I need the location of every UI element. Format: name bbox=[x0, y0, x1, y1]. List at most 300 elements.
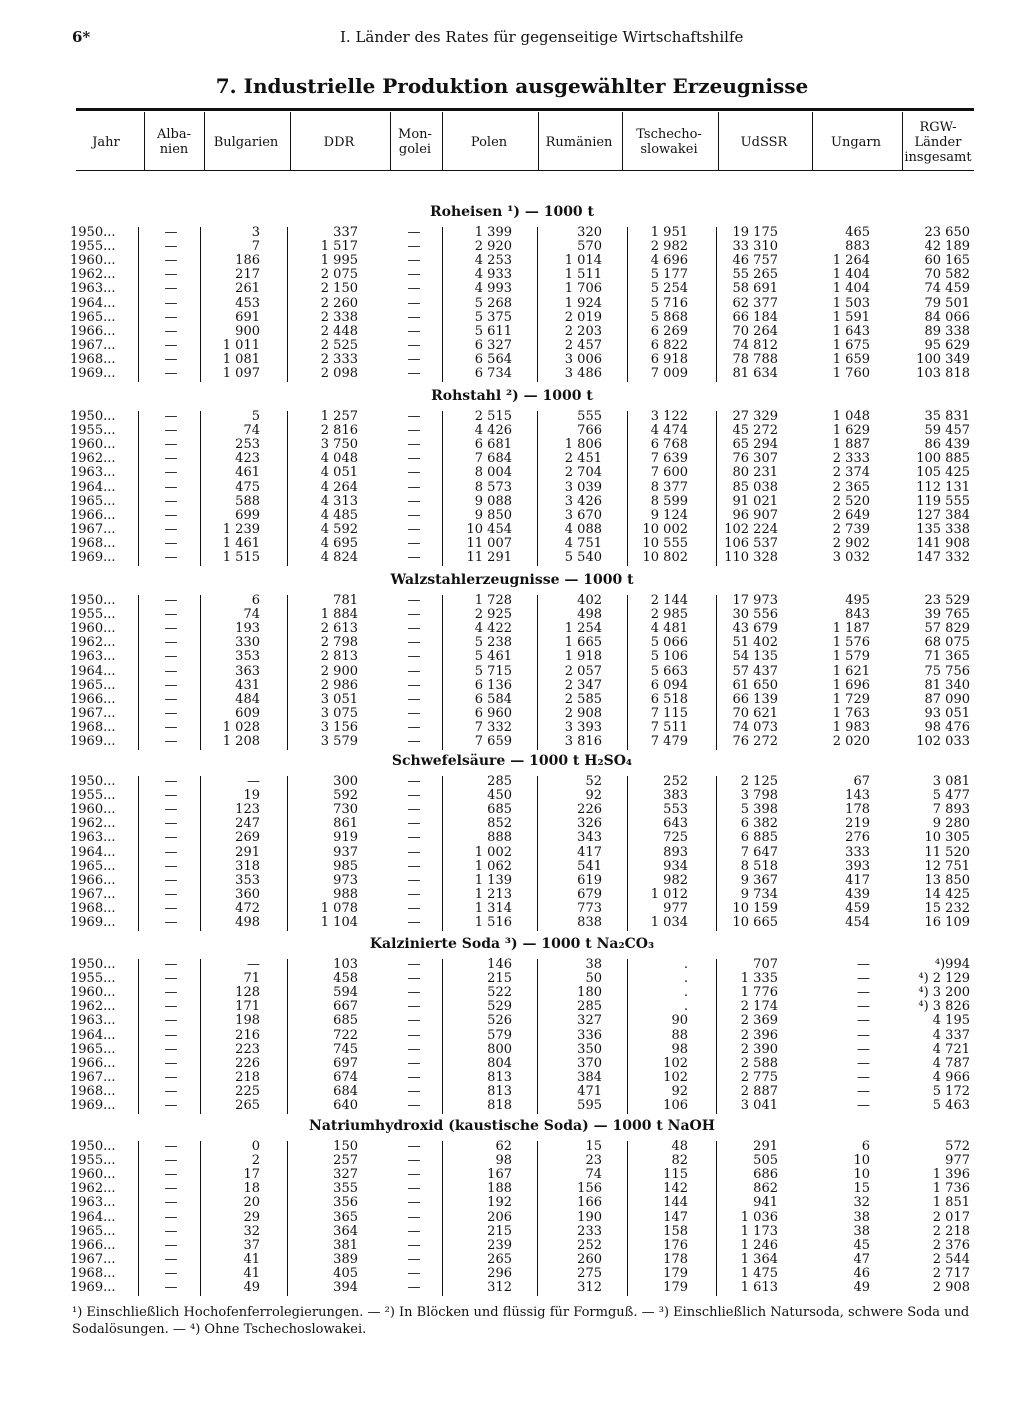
value-cell: 364 bbox=[333, 1223, 358, 1239]
value-cell: 71 365 bbox=[924, 649, 970, 665]
value-cell: 572 bbox=[945, 1139, 970, 1154]
value-cell: 11 291 bbox=[466, 550, 512, 565]
value-cell: 38 bbox=[853, 1223, 870, 1239]
value-cell: — bbox=[164, 1265, 178, 1281]
value-cell: ⁴) 3 200 bbox=[918, 985, 970, 1001]
column-divider bbox=[200, 595, 201, 750]
table-row bbox=[0, 297, 1024, 311]
value-cell: 269 bbox=[235, 830, 260, 846]
value-cell: 252 bbox=[577, 1237, 602, 1253]
value-cell: 74 073 bbox=[732, 719, 778, 735]
value-cell: 7 bbox=[251, 239, 260, 255]
value-cell: 2 920 bbox=[474, 239, 512, 255]
value-cell: — bbox=[407, 593, 421, 608]
value-cell: 1 760 bbox=[832, 366, 870, 381]
value-cell: 66 139 bbox=[732, 691, 778, 707]
year-cell: 1963... bbox=[70, 830, 116, 846]
value-cell: 186 bbox=[235, 253, 260, 269]
value-cell: — bbox=[407, 1237, 421, 1253]
value-cell: 6 584 bbox=[474, 691, 512, 707]
value-cell: 147 332 bbox=[916, 550, 970, 565]
value-cell: 253 bbox=[235, 437, 260, 453]
value-cell: 3 bbox=[251, 225, 260, 240]
value-cell: 893 bbox=[663, 844, 688, 860]
value-cell: 81 634 bbox=[732, 366, 778, 381]
year-cell: 1950... bbox=[70, 593, 116, 608]
value-cell: 2 150 bbox=[320, 281, 358, 297]
value-cell: 188 bbox=[487, 1181, 512, 1197]
value-cell: — bbox=[407, 1098, 421, 1113]
value-cell: 1 884 bbox=[320, 607, 358, 623]
value-cell: 39 765 bbox=[924, 607, 970, 623]
value-cell: 2 144 bbox=[650, 593, 688, 608]
value-cell: 90 bbox=[671, 1013, 688, 1029]
year-cell: 1964... bbox=[70, 844, 116, 860]
value-cell: 4 051 bbox=[320, 465, 358, 481]
table-row bbox=[0, 353, 1024, 367]
value-cell: 4 195 bbox=[932, 1013, 970, 1029]
column-divider bbox=[716, 776, 717, 931]
table-row bbox=[0, 707, 1024, 721]
value-cell: 166 bbox=[577, 1195, 602, 1211]
value-cell: — bbox=[407, 872, 421, 888]
value-cell: 4 481 bbox=[650, 621, 688, 637]
value-cell: 45 272 bbox=[732, 423, 778, 439]
table-row bbox=[0, 721, 1024, 735]
value-cell: 439 bbox=[845, 886, 870, 902]
value-cell: 5 238 bbox=[474, 635, 512, 651]
value-cell: 0 bbox=[251, 1139, 260, 1154]
value-cell: 2 739 bbox=[832, 521, 870, 537]
value-cell: 4 696 bbox=[650, 253, 688, 269]
value-cell: 70 582 bbox=[924, 267, 970, 283]
column-divider bbox=[442, 411, 443, 566]
value-cell: 937 bbox=[333, 844, 358, 860]
value-cell: 3 750 bbox=[320, 437, 358, 453]
value-cell: 1 516 bbox=[474, 915, 512, 930]
value-cell: 3 032 bbox=[832, 550, 870, 565]
value-cell: 674 bbox=[333, 1069, 358, 1085]
value-cell: 4 337 bbox=[932, 1027, 970, 1043]
value-cell: — bbox=[164, 830, 178, 846]
column-header-0: Jahr bbox=[92, 134, 120, 150]
value-cell: — bbox=[407, 957, 421, 972]
year-cell: 1969... bbox=[70, 1280, 116, 1295]
value-cell: — bbox=[407, 423, 421, 439]
value-cell: 1 014 bbox=[564, 253, 602, 269]
value-cell: 353 bbox=[235, 649, 260, 665]
value-cell: 465 bbox=[845, 225, 870, 240]
value-cell: 5 172 bbox=[932, 1083, 970, 1099]
header-divider bbox=[390, 112, 391, 170]
value-cell: 223 bbox=[235, 1041, 260, 1057]
value-cell: 838 bbox=[577, 915, 602, 930]
value-cell: 80 231 bbox=[732, 465, 778, 481]
table-row bbox=[0, 481, 1024, 495]
value-cell: 595 bbox=[577, 1098, 602, 1113]
value-cell: 3 051 bbox=[320, 691, 358, 707]
value-cell: — bbox=[857, 1069, 870, 1085]
value-cell: 98 bbox=[495, 1153, 512, 1169]
value-cell: — bbox=[164, 451, 178, 467]
value-cell: 285 bbox=[487, 774, 512, 789]
table-row bbox=[0, 1196, 1024, 1210]
value-cell: 192 bbox=[487, 1195, 512, 1211]
value-cell: 365 bbox=[333, 1209, 358, 1225]
value-cell: 699 bbox=[235, 507, 260, 523]
value-cell: 475 bbox=[235, 479, 260, 495]
value-cell: 2 457 bbox=[564, 337, 602, 353]
column-divider bbox=[287, 959, 288, 1114]
value-cell: — bbox=[164, 337, 178, 353]
value-cell: 52 bbox=[585, 774, 602, 789]
table-row bbox=[0, 693, 1024, 707]
table-row bbox=[0, 735, 1024, 749]
table-row bbox=[0, 1014, 1024, 1028]
value-cell: — bbox=[407, 253, 421, 269]
value-cell: 76 307 bbox=[732, 451, 778, 467]
value-cell: 2 813 bbox=[320, 649, 358, 665]
value-cell: 326 bbox=[577, 816, 602, 832]
value-cell: 98 476 bbox=[924, 719, 970, 735]
value-cell: ⁴) 2 129 bbox=[918, 971, 970, 987]
value-cell: — bbox=[164, 1041, 178, 1057]
value-cell: — bbox=[407, 366, 421, 381]
value-cell: 7 115 bbox=[650, 705, 688, 721]
value-cell: 17 973 bbox=[732, 593, 778, 608]
value-cell: — bbox=[164, 816, 178, 832]
value-cell: 2 585 bbox=[564, 691, 602, 707]
value-cell: 1 097 bbox=[222, 366, 260, 381]
value-cell: 6 960 bbox=[474, 705, 512, 721]
table-row bbox=[0, 902, 1024, 916]
value-cell: 252 bbox=[663, 774, 688, 789]
value-cell: 57 437 bbox=[732, 663, 778, 679]
value-cell: 46 bbox=[853, 1265, 870, 1281]
value-cell: — bbox=[164, 677, 178, 693]
footnote: ¹) Einschließlich Hochofenferrolegierungen. — ²) In Blöcken und flüssig für Formguß. — ³) Einschließlich Natursoda, schwere Soda und Sodalösungen. — ⁴) Ohne Tschechoslowakei. bbox=[72, 1305, 970, 1337]
value-cell: 5 477 bbox=[932, 788, 970, 804]
value-cell: — bbox=[407, 915, 421, 930]
value-cell: 2 704 bbox=[564, 465, 602, 481]
value-cell: 215 bbox=[487, 971, 512, 987]
value-cell: 9 124 bbox=[650, 507, 688, 523]
value-cell: 1 776 bbox=[740, 985, 778, 1001]
value-cell: 219 bbox=[845, 816, 870, 832]
column-header-2: Bulgarien bbox=[213, 134, 279, 150]
value-cell: 686 bbox=[753, 1167, 778, 1183]
value-cell: — bbox=[164, 225, 178, 240]
value-cell: 5 611 bbox=[474, 323, 512, 339]
header-divider bbox=[622, 112, 623, 170]
column-divider bbox=[716, 959, 717, 1114]
value-cell: — bbox=[407, 1139, 421, 1154]
value-cell: 6 564 bbox=[474, 351, 512, 367]
value-cell: 2 515 bbox=[474, 409, 512, 424]
year-cell: 1964... bbox=[70, 479, 116, 495]
value-cell: — bbox=[407, 621, 421, 637]
value-cell: 96 907 bbox=[732, 507, 778, 523]
value-cell: 337 bbox=[333, 225, 358, 240]
value-cell: 389 bbox=[333, 1251, 358, 1267]
column-divider bbox=[537, 227, 538, 382]
value-cell: — bbox=[164, 351, 178, 367]
value-cell: 15 bbox=[853, 1181, 870, 1197]
value-cell: 725 bbox=[663, 830, 688, 846]
table-row bbox=[0, 679, 1024, 693]
value-cell: 2 649 bbox=[832, 507, 870, 523]
value-cell: 684 bbox=[333, 1083, 358, 1099]
value-cell: 6 bbox=[251, 593, 260, 608]
column-divider bbox=[200, 411, 201, 566]
value-cell: 2 986 bbox=[320, 677, 358, 693]
table-row bbox=[0, 1267, 1024, 1281]
table-row bbox=[0, 551, 1024, 565]
value-cell: 2 347 bbox=[564, 677, 602, 693]
year-cell: 1960... bbox=[70, 1167, 116, 1183]
value-cell: 27 329 bbox=[732, 409, 778, 424]
value-cell: 98 bbox=[671, 1041, 688, 1057]
value-cell: 216 bbox=[235, 1027, 260, 1043]
value-cell: 42 189 bbox=[924, 239, 970, 255]
value-cell: 461 bbox=[235, 465, 260, 481]
value-cell: 4 253 bbox=[474, 253, 512, 269]
value-cell: 1 239 bbox=[222, 521, 260, 537]
value-cell: 6 822 bbox=[650, 337, 688, 353]
table-row bbox=[0, 268, 1024, 282]
value-cell: 6 094 bbox=[650, 677, 688, 693]
value-cell: 45 bbox=[853, 1237, 870, 1253]
value-cell: 1 576 bbox=[832, 635, 870, 651]
table-row bbox=[0, 438, 1024, 452]
value-cell: 402 bbox=[577, 593, 602, 608]
value-cell: — bbox=[164, 844, 178, 860]
value-cell: 70 621 bbox=[732, 705, 778, 721]
column-divider bbox=[138, 595, 139, 750]
value-cell: 5 254 bbox=[650, 281, 688, 297]
value-cell: — bbox=[857, 985, 870, 1001]
value-cell: — bbox=[164, 1209, 178, 1225]
year-cell: 1962... bbox=[70, 267, 116, 283]
value-cell: 973 bbox=[333, 872, 358, 888]
year-cell: 1955... bbox=[70, 423, 116, 439]
value-cell: 498 bbox=[577, 607, 602, 623]
value-cell: . bbox=[683, 999, 688, 1015]
value-cell: 2 900 bbox=[320, 663, 358, 679]
value-cell: 106 537 bbox=[724, 535, 778, 551]
value-cell: 818 bbox=[487, 1098, 512, 1113]
value-cell: 110 328 bbox=[724, 550, 778, 565]
value-cell: 91 021 bbox=[732, 493, 778, 509]
value-cell: 1 918 bbox=[564, 649, 602, 665]
value-cell: 74 bbox=[243, 607, 260, 623]
value-cell: — bbox=[407, 691, 421, 707]
value-cell: 982 bbox=[663, 872, 688, 888]
year-cell: 1966... bbox=[70, 323, 116, 339]
value-cell: 7 639 bbox=[650, 451, 688, 467]
value-cell: — bbox=[164, 493, 178, 509]
value-cell: 68 075 bbox=[924, 635, 970, 651]
section-title: Schwefelsäure — 1000 t H₂SO₄ bbox=[391, 753, 633, 769]
column-header-4: Mon- golei bbox=[398, 127, 432, 157]
table-row bbox=[0, 986, 1024, 1000]
value-cell: — bbox=[407, 649, 421, 665]
value-cell: 730 bbox=[333, 802, 358, 818]
value-cell: 260 bbox=[577, 1251, 602, 1267]
value-cell: — bbox=[857, 1013, 870, 1029]
value-cell: 495 bbox=[845, 593, 870, 608]
value-cell: 100 349 bbox=[916, 351, 970, 367]
value-cell: — bbox=[407, 323, 421, 339]
value-cell: 570 bbox=[577, 239, 602, 255]
value-cell: 1 081 bbox=[222, 351, 260, 367]
table-row bbox=[0, 594, 1024, 608]
value-cell: 1 887 bbox=[832, 437, 870, 453]
value-cell: 5 663 bbox=[650, 663, 688, 679]
value-cell: 6 bbox=[861, 1139, 870, 1154]
value-cell: 888 bbox=[487, 830, 512, 846]
value-cell: 70 264 bbox=[732, 323, 778, 339]
value-cell: 2 396 bbox=[740, 1027, 778, 1043]
value-cell: 3 579 bbox=[320, 734, 358, 749]
value-cell: 2 338 bbox=[320, 309, 358, 325]
value-cell: — bbox=[164, 409, 178, 424]
table-row bbox=[0, 523, 1024, 537]
value-cell: 43 679 bbox=[732, 621, 778, 637]
value-cell: — bbox=[164, 479, 178, 495]
value-cell: 49 bbox=[243, 1280, 260, 1295]
value-cell: 7 659 bbox=[474, 734, 512, 749]
year-cell: 1966... bbox=[70, 1237, 116, 1253]
value-cell: 781 bbox=[333, 593, 358, 608]
column-divider bbox=[537, 411, 538, 566]
value-cell: — bbox=[407, 1083, 421, 1099]
value-cell: — bbox=[164, 295, 178, 311]
value-cell: 685 bbox=[333, 1013, 358, 1029]
value-cell: 1 475 bbox=[740, 1265, 778, 1281]
value-cell: — bbox=[164, 1069, 178, 1085]
value-cell: 9 367 bbox=[740, 872, 778, 888]
value-cell: 3 156 bbox=[320, 719, 358, 735]
value-cell: — bbox=[407, 1153, 421, 1169]
value-cell: 61 650 bbox=[732, 677, 778, 693]
value-cell: 179 bbox=[663, 1280, 688, 1295]
value-cell: 100 885 bbox=[916, 451, 970, 467]
value-cell: — bbox=[164, 437, 178, 453]
value-cell: 1 048 bbox=[832, 409, 870, 424]
column-divider bbox=[627, 959, 628, 1114]
value-cell: 46 757 bbox=[732, 253, 778, 269]
section-title: Natriumhydroxid (kaustische Soda) — 1000 t NaOH bbox=[309, 1118, 715, 1134]
year-cell: 1955... bbox=[70, 788, 116, 804]
value-cell: — bbox=[857, 1027, 870, 1043]
column-divider bbox=[200, 1141, 201, 1296]
column-divider bbox=[537, 595, 538, 750]
value-cell: — bbox=[164, 1083, 178, 1099]
year-cell: 1960... bbox=[70, 621, 116, 637]
value-cell: 8 573 bbox=[474, 479, 512, 495]
table-row bbox=[0, 789, 1024, 803]
value-cell: 85 038 bbox=[732, 479, 778, 495]
value-cell: — bbox=[407, 1167, 421, 1183]
year-cell: 1968... bbox=[70, 719, 116, 735]
value-cell: 1 517 bbox=[320, 239, 358, 255]
value-cell: — bbox=[164, 734, 178, 749]
value-cell: 381 bbox=[333, 1237, 358, 1253]
value-cell: 102 bbox=[663, 1055, 688, 1071]
value-cell: — bbox=[407, 309, 421, 325]
value-cell: — bbox=[407, 550, 421, 565]
value-cell: . bbox=[683, 957, 688, 972]
value-cell: — bbox=[164, 267, 178, 283]
value-cell: — bbox=[407, 507, 421, 523]
year-cell: 1955... bbox=[70, 239, 116, 255]
year-cell: 1968... bbox=[70, 1265, 116, 1281]
column-divider bbox=[627, 595, 628, 750]
value-cell: — bbox=[407, 239, 421, 255]
year-cell: 1965... bbox=[70, 858, 116, 874]
value-cell: 384 bbox=[577, 1069, 602, 1085]
value-cell: 312 bbox=[487, 1280, 512, 1295]
value-cell: 360 bbox=[235, 886, 260, 902]
table-row bbox=[0, 1211, 1024, 1225]
value-cell: 291 bbox=[235, 844, 260, 860]
value-cell: 106 bbox=[663, 1098, 688, 1113]
column-header-5: Polen bbox=[470, 134, 508, 150]
year-cell: 1965... bbox=[70, 493, 116, 509]
value-cell: — bbox=[857, 1098, 870, 1113]
value-cell: 7 009 bbox=[650, 366, 688, 381]
value-cell: — bbox=[164, 281, 178, 297]
value-cell: 8 377 bbox=[650, 479, 688, 495]
value-cell: 6 918 bbox=[650, 351, 688, 367]
value-cell: 247 bbox=[235, 816, 260, 832]
header-rule bbox=[76, 170, 974, 171]
value-cell: 2 798 bbox=[320, 635, 358, 651]
column-divider bbox=[287, 776, 288, 931]
column-divider bbox=[287, 1141, 288, 1296]
value-cell: 6 136 bbox=[474, 677, 512, 693]
column-divider bbox=[442, 776, 443, 931]
value-cell: — bbox=[407, 1069, 421, 1085]
value-cell: 1 706 bbox=[564, 281, 602, 297]
year-cell: 1950... bbox=[70, 225, 116, 240]
value-cell: 112 131 bbox=[916, 479, 970, 495]
value-cell: 9 734 bbox=[740, 886, 778, 902]
running-title: I. Länder des Rates für gegenseitige Wirtschaftshilfe bbox=[340, 28, 744, 46]
value-cell: 119 555 bbox=[916, 493, 970, 509]
value-cell: 4 787 bbox=[932, 1055, 970, 1071]
value-cell: — bbox=[407, 409, 421, 424]
column-header-9: Ungarn bbox=[831, 134, 881, 150]
value-cell: — bbox=[407, 971, 421, 987]
value-cell: 498 bbox=[235, 915, 260, 930]
value-cell: — bbox=[407, 844, 421, 860]
value-cell: — bbox=[407, 295, 421, 311]
table-row bbox=[0, 226, 1024, 240]
value-cell: 7 600 bbox=[650, 465, 688, 481]
value-cell: 17 bbox=[243, 1167, 260, 1183]
value-cell: 1 696 bbox=[832, 677, 870, 693]
value-cell: 1 208 bbox=[222, 734, 260, 749]
value-cell: 327 bbox=[577, 1013, 602, 1029]
table-row bbox=[0, 888, 1024, 902]
value-cell: 1 515 bbox=[222, 550, 260, 565]
value-cell: — bbox=[407, 437, 421, 453]
column-divider bbox=[138, 411, 139, 566]
column-divider bbox=[442, 959, 443, 1114]
value-cell: 4 264 bbox=[320, 479, 358, 495]
